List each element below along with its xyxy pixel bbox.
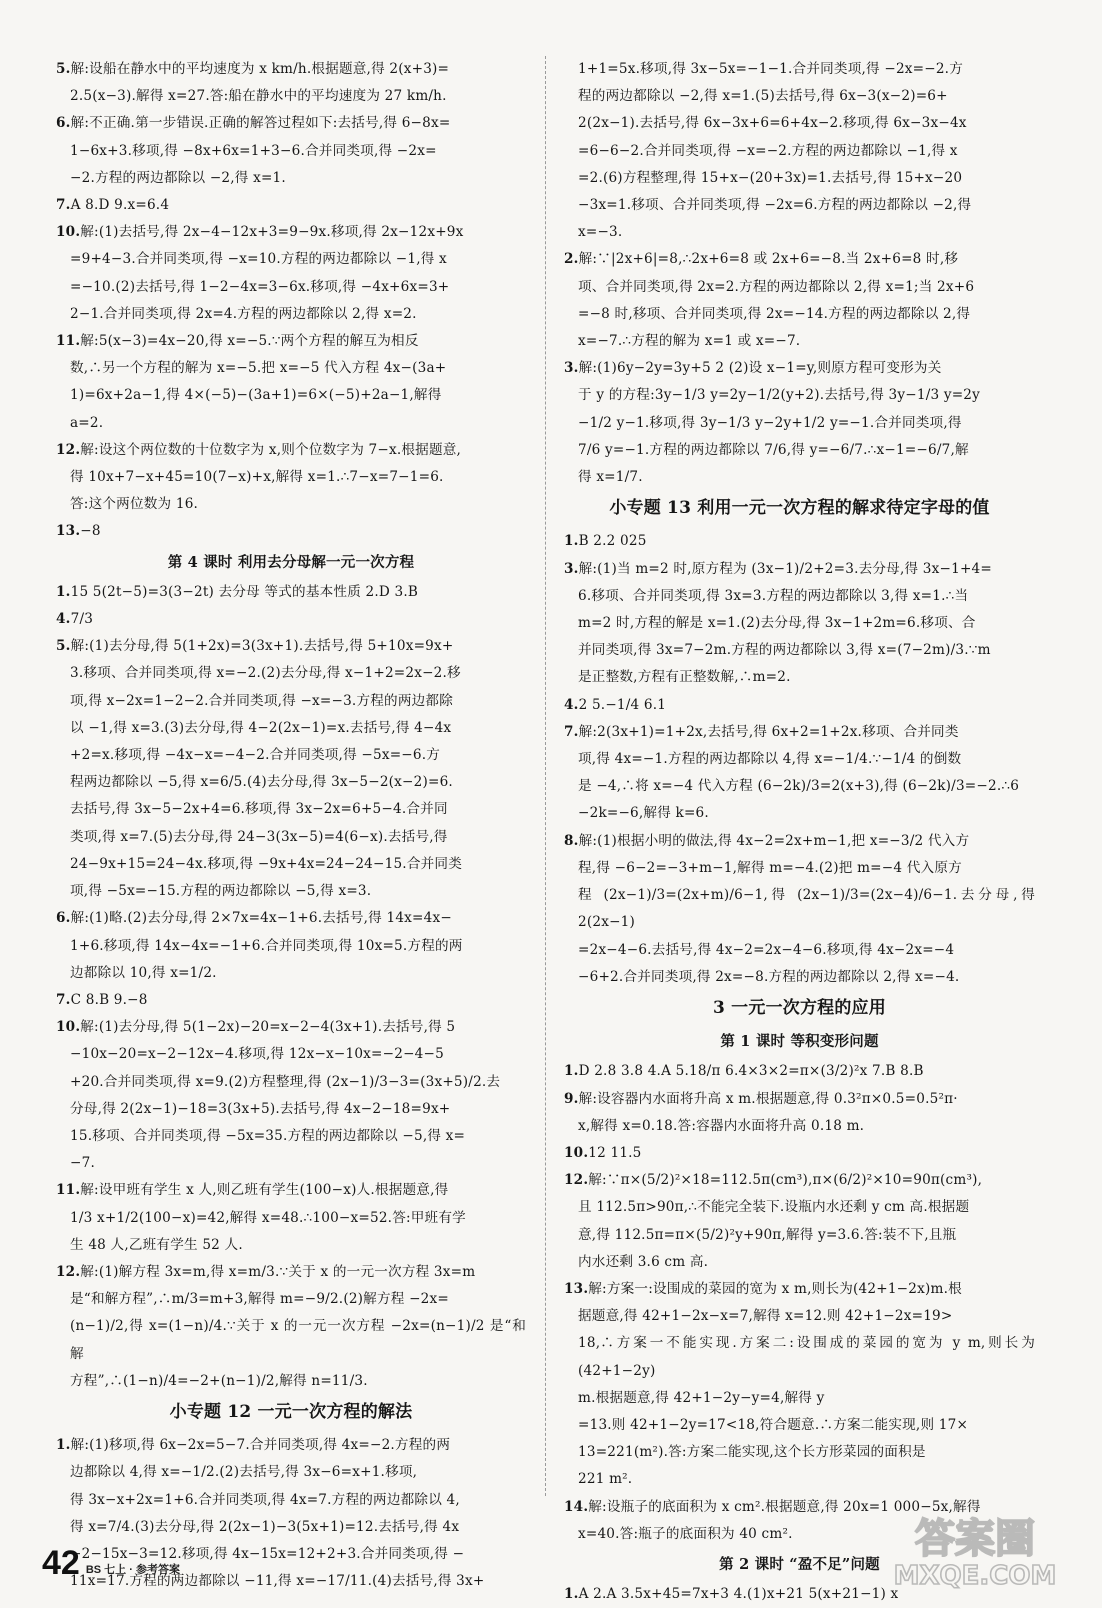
answer-line bbox=[564, 56, 1035, 83]
answer-line bbox=[56, 878, 526, 905]
answer-text: 得 x=7/4.(3)去分母,得 2(2x−1)−3(5x+1)=12.去括号,得 4x bbox=[70, 1518, 460, 1535]
item-number: 1. bbox=[564, 533, 579, 550]
answer-item bbox=[564, 1058, 1035, 1085]
answer-text: x=−3. bbox=[578, 224, 623, 241]
answer-text: 去括号,得 3x−5−2x+4=6.移项,得 3x−2x=6+5−4.合并同 bbox=[70, 801, 448, 818]
answer-line bbox=[56, 851, 526, 878]
answer-text: 2.5(x−3).解得 x=27.答:船在静水中的平均速度为 27 km/h. bbox=[70, 88, 447, 105]
answer-text: −6+2.合并同类项,得 2x=−8.方程的两边都除以 2,得 x=−4. bbox=[578, 968, 960, 985]
answer-line bbox=[564, 964, 1035, 991]
answer-item bbox=[564, 719, 1035, 746]
answer-line bbox=[56, 1150, 526, 1177]
answer-text: 程的两边都除以 −2,得 x=1.(5)去括号,得 6x−3(x−2)=6+ bbox=[578, 88, 948, 105]
answer-text: =2.(6)方程整理,得 15+x−(20+3x)=1.去括号,得 15+x−20 bbox=[578, 169, 963, 186]
item-number: 1. bbox=[564, 1586, 579, 1603]
answer-item bbox=[56, 56, 526, 83]
answer-item bbox=[564, 528, 1035, 555]
answer-line bbox=[56, 742, 526, 769]
answer-line bbox=[564, 1330, 1035, 1384]
answer-text: −10x−20=x−2−12x−4.移项,得 12x−x−10x=−2−4−5 bbox=[70, 1046, 444, 1063]
answer-text: 是 −4,∴将 x=−4 代入方程 (6−2k)/3=2(x+3),得 (6−2k)/3=−2.∴6 bbox=[578, 778, 1020, 795]
item-number: 5. bbox=[56, 61, 71, 77]
answer-line bbox=[56, 301, 526, 328]
item-number: 1. bbox=[564, 1063, 579, 1080]
answer-item bbox=[564, 1086, 1035, 1113]
answer-text: 于 y 的方程:3y−1/3 y=2y−1/2(y+2).去括号,得 3y−1/3 y=2y bbox=[578, 387, 981, 404]
answer-text: m.根据题意,得 42+1−2y−y=4,解得 y bbox=[578, 1389, 825, 1406]
answer-line bbox=[564, 1222, 1035, 1249]
page-number: 42 bbox=[42, 1544, 80, 1582]
answer-text: =2x−4−6.去括号,得 4x−2=2x−4−6.移项,得 4x−2x=−4 bbox=[578, 941, 955, 958]
item-number: 14. bbox=[564, 1498, 589, 1515]
lesson-heading: 第 1 课时 等积变形问题 bbox=[720, 1033, 879, 1051]
item-number: 10. bbox=[564, 1144, 589, 1161]
answer-text: −3x=1.移项、合并同类项,得 −2x=6.方程的两边都除以 −2,得 bbox=[578, 197, 972, 214]
answer-text: 11x=17.方程的两边都除以 −11,得 x=−17/11.(4)去括号,得 3x+ bbox=[70, 1573, 485, 1590]
answer-text: 1+1=5x.移项,得 3x−5x=−1−1.合并同类项,得 −2x=−2.方 bbox=[578, 61, 963, 77]
item-number: 11. bbox=[56, 333, 81, 350]
answer-column-left bbox=[56, 56, 526, 1595]
answer-text: B 2.2 025 bbox=[578, 533, 647, 550]
answer-line bbox=[564, 610, 1035, 637]
answer-text: 以 −1,得 x=3.(3)去分母,得 4−2(2x−1)=x.去括号,得 4−4x bbox=[70, 719, 452, 736]
answer-line bbox=[564, 192, 1035, 219]
answer-line bbox=[56, 1096, 526, 1123]
answer-line bbox=[564, 301, 1035, 328]
item-number: 10. bbox=[56, 1019, 81, 1036]
answer-text: 程 (2x−1)/3=(2x+m)/6−1,得 (2x−1)/3=(2x−4)/6−1.去分母,得 2(2x−1) bbox=[578, 887, 1035, 931]
answer-text: +2=x.移项,得 −4x−x=−4−2.合并同类项,得 −5x=−6.方 bbox=[70, 747, 441, 764]
answer-line bbox=[56, 1459, 526, 1486]
answer-text: 解:设甲班有学生 x 人,则乙班有学生(100−x)人.根据题意,得 bbox=[80, 1182, 449, 1199]
answer-line bbox=[56, 410, 526, 437]
answer-line bbox=[564, 773, 1035, 800]
answer-item bbox=[564, 828, 1035, 855]
answer-line bbox=[564, 882, 1035, 936]
answer-text: (n−1)/2,得 x=(1−n)/4.∵关于 x 的一元一次方程 −2x=(n−1)/2 是“和解 bbox=[70, 1318, 526, 1362]
answer-line bbox=[564, 1439, 1035, 1466]
answer-item bbox=[564, 1140, 1035, 1167]
answer-column-right bbox=[564, 56, 1035, 1608]
answer-text: x,解得 x=0.18.答:容器内水面将升高 0.18 m. bbox=[578, 1117, 865, 1134]
answer-text: 解:2(3x+1)=1+2x,去括号,得 6x+2=1+2x.移项、合并同类 bbox=[578, 723, 959, 740]
answer-text: 221 m². bbox=[578, 1471, 633, 1488]
answer-text: 7/3 bbox=[70, 611, 94, 628]
answer-text: 解:(1)去分母,得 5(1−2x)−20=x−2−4(3x+1).去括号,得 5 bbox=[80, 1019, 456, 1036]
answer-text: −7. bbox=[70, 1155, 95, 1172]
answer-item bbox=[56, 110, 526, 137]
answer-line bbox=[564, 1466, 1035, 1493]
answer-text: 并同类项,得 3x=7−2m.方程的两边都除以 3,得 x=(7−2m)/3.∵m bbox=[578, 642, 991, 659]
answer-item bbox=[56, 437, 526, 464]
answer-text: 13=221(m²).答:方案二能实现,这个长方形菜园的面积是 bbox=[578, 1444, 926, 1461]
answer-line bbox=[564, 637, 1035, 664]
topic-heading: 小专题 12 一元一次方程的解法 bbox=[169, 1401, 413, 1422]
answer-line bbox=[564, 1249, 1035, 1276]
answer-text: 解:(1)解方程 3x=m,得 x=m/3.∵关于 x 的一元一次方程 3x=m bbox=[80, 1263, 476, 1280]
answer-text: C 8.B 9.−8 bbox=[70, 991, 148, 1008]
answer-item bbox=[56, 633, 526, 660]
answer-text: −1/2 y−1.移项,得 3y−1/3 y−2y+1/2 y=−1.合并同类项,得 bbox=[578, 414, 962, 431]
answer-text: a=2. bbox=[70, 414, 104, 431]
answer-line bbox=[564, 855, 1035, 882]
answer-text: =9+4−3.合并同类项,得 −x=10.方程的两边都除以 −1,得 x bbox=[70, 251, 447, 268]
answer-item bbox=[56, 1259, 526, 1286]
answer-text: 解:(1)6y−2y=3y+5 2 (2)设 x−1=y,则原方程可变形为关 bbox=[578, 360, 942, 377]
answer-text: 分母,得 2(2x−1)−18=3(3x+5).去括号,得 4x−2−18=9x+ bbox=[70, 1100, 451, 1117]
answer-text: 解:(1)当 m=2 时,原方程为 (3x−1)/2+2=3.去分母,得 3x−1+4= bbox=[578, 560, 992, 577]
answer-text: =−8 时,移项、合并同类项,得 2x=−14.方程的两边都除以 2,得 bbox=[578, 305, 971, 322]
answer-text: 得 3x−x+2x=1+6.合并同类项,得 4x=7.方程的两边都除以 4, bbox=[70, 1491, 460, 1508]
answer-line bbox=[56, 382, 526, 409]
answer-text: x=40.答:瓶子的底面积为 40 cm². bbox=[578, 1525, 793, 1542]
answer-text: 项,得 x−2x=1−2−2.合并同类项,得 −x=−3.方程的两边都除 bbox=[70, 692, 454, 709]
answer-text: A 2.A 3.5x+45=7x+3 4.(1)x+21 5(x+21−1) x bbox=[578, 1586, 899, 1603]
answer-text: 解:(1)根据小明的做法,得 4x−2=2x+m−1,把 x=−3/2 代入方 bbox=[578, 832, 970, 849]
answer-text: 生 48 人,乙班有学生 52 人. bbox=[70, 1236, 243, 1253]
answer-item bbox=[564, 246, 1035, 273]
answer-text: 解:(1)去括号,得 2x−4−12x+3=9−9x.移项,得 2x−12x+9x bbox=[80, 224, 464, 241]
answer-text: 解:∵π×(5/2)²×18=112.5π(cm³),π×(6/2)²×10=90π(cm³), bbox=[588, 1172, 983, 1189]
answer-line bbox=[564, 410, 1035, 437]
item-number: 8. bbox=[564, 832, 579, 849]
answer-text: 6.移项、合并同类项,得 3x=3.方程的两边都除以 3,得 x=1.∴当 bbox=[578, 587, 969, 604]
answer-text: 程,得 −6−2=−3+m−1,解得 m=−4.(2)把 m=−4 代入原方 bbox=[578, 859, 962, 876]
item-number: 2. bbox=[564, 251, 579, 268]
answer-line bbox=[56, 960, 526, 987]
answer-text: D 2.8 3.8 4.A 5.18/π 6.4×3×2=π×(3/2)²x 7.B 8.B bbox=[578, 1063, 924, 1080]
answer-text: 解:5(x−3)=4x−20,得 x=−5.∵两个方程的解互为相反 bbox=[80, 333, 419, 350]
answer-item bbox=[564, 1167, 1035, 1194]
answer-text: 1/3 x+1/2(100−x)=42,解得 x=48.∴100−x=52.答:甲班有学 bbox=[70, 1209, 466, 1226]
lesson-heading: 第 4 课时 利用去分母解一元一次方程 bbox=[167, 553, 415, 571]
answer-text: 项,得 4x=−1.方程的两边都除以 4,得 x=−1/4.∵−1/4 的倒数 bbox=[578, 751, 962, 768]
answer-text: −2−15x−3=12.移项,得 4x−15x=12+2+3.合并同类项,得 − bbox=[70, 1545, 465, 1562]
lesson-heading: 第 2 课时 “盈不足”问题 bbox=[719, 1555, 880, 1573]
answer-text: 解:不正确.第一步错误.正确的解答过程如下:去括号,得 6−8x= bbox=[70, 115, 451, 132]
answer-text: 15 5(2t−5)=3(3−2t) 去分母 等式的基本性质 2.D 3.B bbox=[70, 583, 419, 600]
answer-text: 解:∵|2x+6|=8,∴2x+6=8 或 2x+6=−8.当 2x+6=8 时,移 bbox=[578, 251, 959, 268]
item-number: 13. bbox=[564, 1280, 589, 1297]
answer-text: =13.则 42+1−2y=17<18,符合题意.∴方案二能实现,则 17× bbox=[578, 1416, 969, 1433]
answer-text: 解:设瓶子的底面积为 x cm².根据题意,得 20x=1 000−5x,解得 bbox=[588, 1498, 981, 1515]
answer-text: =6−6−2.合并同类项,得 −x=−2.方程的两边都除以 −1,得 x bbox=[578, 142, 958, 159]
page-footer bbox=[42, 1540, 180, 1580]
answer-text: 解:(1)略.(2)去分母,得 2×7x=4x−1+6.去括号,得 14x=4x− bbox=[70, 910, 452, 927]
answer-line bbox=[56, 1487, 526, 1514]
answer-text: 3.移项、合并同类项,得 x=−2.(2)去分母,得 x−1+2=2x−2.移 bbox=[70, 665, 461, 682]
answer-line bbox=[564, 800, 1035, 827]
item-number: 12. bbox=[564, 1172, 589, 1189]
answer-text: 解:设容器内水面将升高 x m.根据题意,得 0.3²π×0.5=0.5²π· bbox=[578, 1090, 958, 1107]
answer-text: 意,得 112.5π=π×(5/2)²y+90π,解得 y=3.6.答:装不下,且瓶 bbox=[578, 1226, 957, 1243]
answer-line bbox=[56, 1123, 526, 1150]
answer-item bbox=[56, 1014, 526, 1041]
answer-text: −2k=−6,解得 k=6. bbox=[578, 805, 709, 822]
answer-text: 1+6.移项,得 14x−4x=−1+6.合并同类项,得 10x=5.方程的两 bbox=[70, 937, 463, 954]
answer-item bbox=[56, 518, 526, 545]
item-number: 4. bbox=[56, 611, 71, 628]
answer-item bbox=[564, 556, 1035, 583]
item-number: 13. bbox=[56, 523, 81, 540]
answer-item bbox=[56, 1432, 526, 1459]
answer-text: 且 112.5π>90π,∴不能完全装下.设瓶内水还剩 y cm 高.根据题 bbox=[578, 1199, 970, 1216]
item-number: 7. bbox=[564, 723, 579, 740]
watermark-url: MXQE.COM bbox=[893, 1561, 1057, 1591]
item-number: 9. bbox=[564, 1090, 579, 1107]
answer-item bbox=[56, 905, 526, 932]
answer-text: −2.方程的两边都除以 −2,得 x=1. bbox=[70, 169, 286, 186]
answer-line bbox=[56, 769, 526, 796]
answer-text: 据题意,得 42+1−2x−x=7,解得 x=12.则 42+1−2x=19> bbox=[578, 1308, 953, 1325]
item-number: 11. bbox=[56, 1182, 81, 1199]
answer-text: 程两边都除以 −5,得 x=6/5.(4)去分母,得 3x−5−2(x−2)=6. bbox=[70, 774, 453, 791]
item-number: 1. bbox=[56, 583, 71, 600]
answer-item bbox=[56, 192, 526, 219]
answer-line bbox=[564, 328, 1035, 355]
answer-text: 2 5.−1/4 6.1 bbox=[578, 696, 667, 713]
item-number: 6. bbox=[56, 115, 71, 132]
item-number: 7. bbox=[56, 991, 71, 1008]
answer-line bbox=[56, 246, 526, 273]
answer-line bbox=[56, 274, 526, 301]
answer-line bbox=[56, 138, 526, 165]
answer-text: 7/6 y=−1.方程的两边都除以 7/6,得 y=−6/7.∴x−1=−6/7,解 bbox=[578, 441, 969, 458]
answer-text: =−10.(2)去括号,得 1−2−4x=3−6x.移项,得 −4x+6x=3+ bbox=[70, 278, 450, 295]
answer-text: 边都除以 4,得 x=−1/2.(2)去括号,得 3x−6=x+1.移项, bbox=[70, 1464, 418, 1481]
answer-text: 是“和解方程”,∴m/3=m+3,解得 m=−9/2.(2)解方程 −2x= bbox=[70, 1291, 449, 1308]
answer-text: 18,∴方案一不能实现.方案二:设围成的菜园的宽为 y m,则长为(42+1−2y) bbox=[578, 1335, 1035, 1379]
answer-line bbox=[564, 83, 1035, 110]
answer-item bbox=[564, 692, 1035, 719]
item-number: 5. bbox=[56, 638, 71, 655]
answer-line bbox=[564, 664, 1035, 691]
answer-line bbox=[56, 715, 526, 742]
answer-line bbox=[56, 464, 526, 491]
answer-text: 2−1.合并同类项,得 2x=4.方程的两边都除以 2,得 x=2. bbox=[70, 305, 417, 322]
answer-line bbox=[564, 382, 1035, 409]
answer-line bbox=[56, 1205, 526, 1232]
answer-text: 1)=6x+2a−1,得 4×(−5)−(3a+1)=6×(−5)+2a−1,解得 bbox=[70, 387, 442, 404]
answer-text: 解:设船在静水中的平均速度为 x km/h.根据题意,得 2(x+3)= bbox=[70, 61, 450, 77]
answer-line bbox=[564, 583, 1035, 610]
answer-item bbox=[564, 1276, 1035, 1303]
topic-heading: 小专题 13 利用一元一次方程的解求待定字母的值 bbox=[609, 498, 990, 519]
item-number: 10. bbox=[56, 224, 81, 241]
answer-line bbox=[564, 1194, 1035, 1221]
answer-text: 15.移项、合并同类项,得 −5x=35.方程的两边都除以 −5,得 x= bbox=[70, 1127, 466, 1144]
answer-text: 解:(1)移项,得 6x−2x=5−7.合并同类项,得 4x=−2.方程的两 bbox=[70, 1437, 451, 1454]
answer-text: 数,∴另一个方程的解为 x=−5.把 x=−5 代入方程 4x−(3a+ bbox=[70, 360, 447, 377]
answer-line bbox=[56, 491, 526, 518]
answer-line bbox=[56, 933, 526, 960]
answer-text: m=2 时,方程的解是 x=1.(2)去分母,得 3x−1+2m=6.移项、合 bbox=[578, 615, 976, 632]
topic-heading: 3 一元一次方程的应用 bbox=[713, 997, 886, 1018]
answer-line bbox=[564, 1412, 1035, 1439]
answer-text: 1−6x+3.移项,得 −8x+6x=1+3−6.合并同类项,得 −2x= bbox=[70, 142, 437, 159]
answer-text: 解:方案一:设围成的菜园的宽为 x m,则长为(42+1−2x)m.根 bbox=[588, 1280, 962, 1297]
answer-item bbox=[56, 606, 526, 633]
answer-line bbox=[56, 1286, 526, 1313]
answer-item bbox=[56, 579, 526, 606]
item-number: 7. bbox=[56, 197, 71, 214]
book-tag: BS 七上 · 参考答案 bbox=[85, 1564, 180, 1576]
answer-line bbox=[564, 219, 1035, 246]
answer-line bbox=[564, 746, 1035, 773]
answer-text: 得 x=1/7. bbox=[578, 469, 643, 486]
answer-text: +20.合并同类项,得 x=9.(2)方程整理,得 (2x−1)/3−3=(3x+5)/2.去 bbox=[70, 1073, 501, 1090]
column-divider bbox=[545, 56, 547, 1496]
answer-line bbox=[564, 274, 1035, 301]
answer-line bbox=[56, 1041, 526, 1068]
item-number: 3. bbox=[564, 560, 579, 577]
answer-line bbox=[56, 660, 526, 687]
answer-text: 是正整数,方程有正整数解,∴m=2. bbox=[578, 669, 791, 686]
answer-line bbox=[564, 1303, 1035, 1330]
answer-text: 内水还剩 3.6 cm 高. bbox=[578, 1253, 709, 1270]
answer-text: 方程”,∴(1−n)/4=−2+(n−1)/2,解得 n=11/3. bbox=[70, 1372, 368, 1389]
answer-line bbox=[56, 1069, 526, 1096]
item-number: 1. bbox=[56, 1437, 71, 1454]
answer-line bbox=[564, 1385, 1035, 1412]
answer-line bbox=[564, 437, 1035, 464]
answer-text: 项,得 −5x=−15.方程的两边都除以 −5,得 x=3. bbox=[70, 883, 372, 900]
item-number: 3. bbox=[564, 360, 579, 377]
item-number: 6. bbox=[56, 910, 71, 927]
answer-line bbox=[56, 355, 526, 382]
answer-text: x=−7.∴方程的解为 x=1 或 x=−7. bbox=[578, 333, 801, 350]
watermark-title: 答案圈 bbox=[915, 1516, 1035, 1562]
answer-text: 项、合并同类项,得 2x=2.方程的两边都除以 2,得 x=1;当 2x+6 bbox=[578, 278, 975, 295]
watermark-logo bbox=[860, 1508, 1090, 1592]
answer-text: 2(2x−1).去括号,得 6x−3x+6=6+4x−2.移项,得 6x−3x−4x bbox=[578, 115, 967, 132]
answer-item bbox=[56, 328, 526, 355]
item-number: 12. bbox=[56, 441, 81, 458]
answer-line bbox=[564, 1113, 1035, 1140]
answer-line bbox=[56, 688, 526, 715]
answer-item bbox=[56, 987, 526, 1014]
answer-item bbox=[56, 219, 526, 246]
answer-line bbox=[56, 1514, 526, 1541]
answer-line bbox=[56, 1368, 526, 1395]
answer-line bbox=[56, 1232, 526, 1259]
answer-item bbox=[56, 1177, 526, 1204]
answer-text: A 8.D 9.x=6.4 bbox=[70, 197, 170, 214]
answer-item bbox=[564, 355, 1035, 382]
answer-text: 得 10x+7−x+45=10(7−x)+x,解得 x=1.∴7−x=7−1=6. bbox=[70, 469, 444, 486]
answer-line bbox=[564, 937, 1035, 964]
answer-line bbox=[564, 464, 1035, 491]
answer-text: 类项,得 x=7.(5)去分母,得 24−3(3x−5)=4(6−x).去括号,得 bbox=[70, 828, 448, 845]
answer-text: 解:设这个两位数的十位数字为 x,则个位数字为 7−x.根据题意, bbox=[80, 441, 462, 458]
item-number: 12. bbox=[56, 1263, 81, 1280]
answer-line bbox=[56, 796, 526, 823]
answer-text: 答:这个两位数为 16. bbox=[70, 496, 199, 513]
answer-line bbox=[56, 824, 526, 851]
answer-text: 24−9x+15=24−4x.移项,得 −9x+4x=24−24−15.合并同类 bbox=[70, 855, 462, 872]
answer-text: 边都除以 10,得 x=1/2. bbox=[70, 964, 217, 981]
answer-line bbox=[56, 165, 526, 192]
answer-line bbox=[56, 83, 526, 110]
answer-line bbox=[564, 165, 1035, 192]
answer-text: 解:(1)去分母,得 5(1+2x)=3(3x+1).去括号,得 5+10x=9x+ bbox=[70, 638, 454, 655]
answer-line bbox=[56, 1313, 526, 1367]
answer-text: 12 11.5 bbox=[588, 1144, 642, 1161]
answer-line bbox=[564, 110, 1035, 137]
item-number: 4. bbox=[564, 696, 579, 713]
answer-line bbox=[564, 138, 1035, 165]
answer-text: −8 bbox=[80, 523, 101, 540]
